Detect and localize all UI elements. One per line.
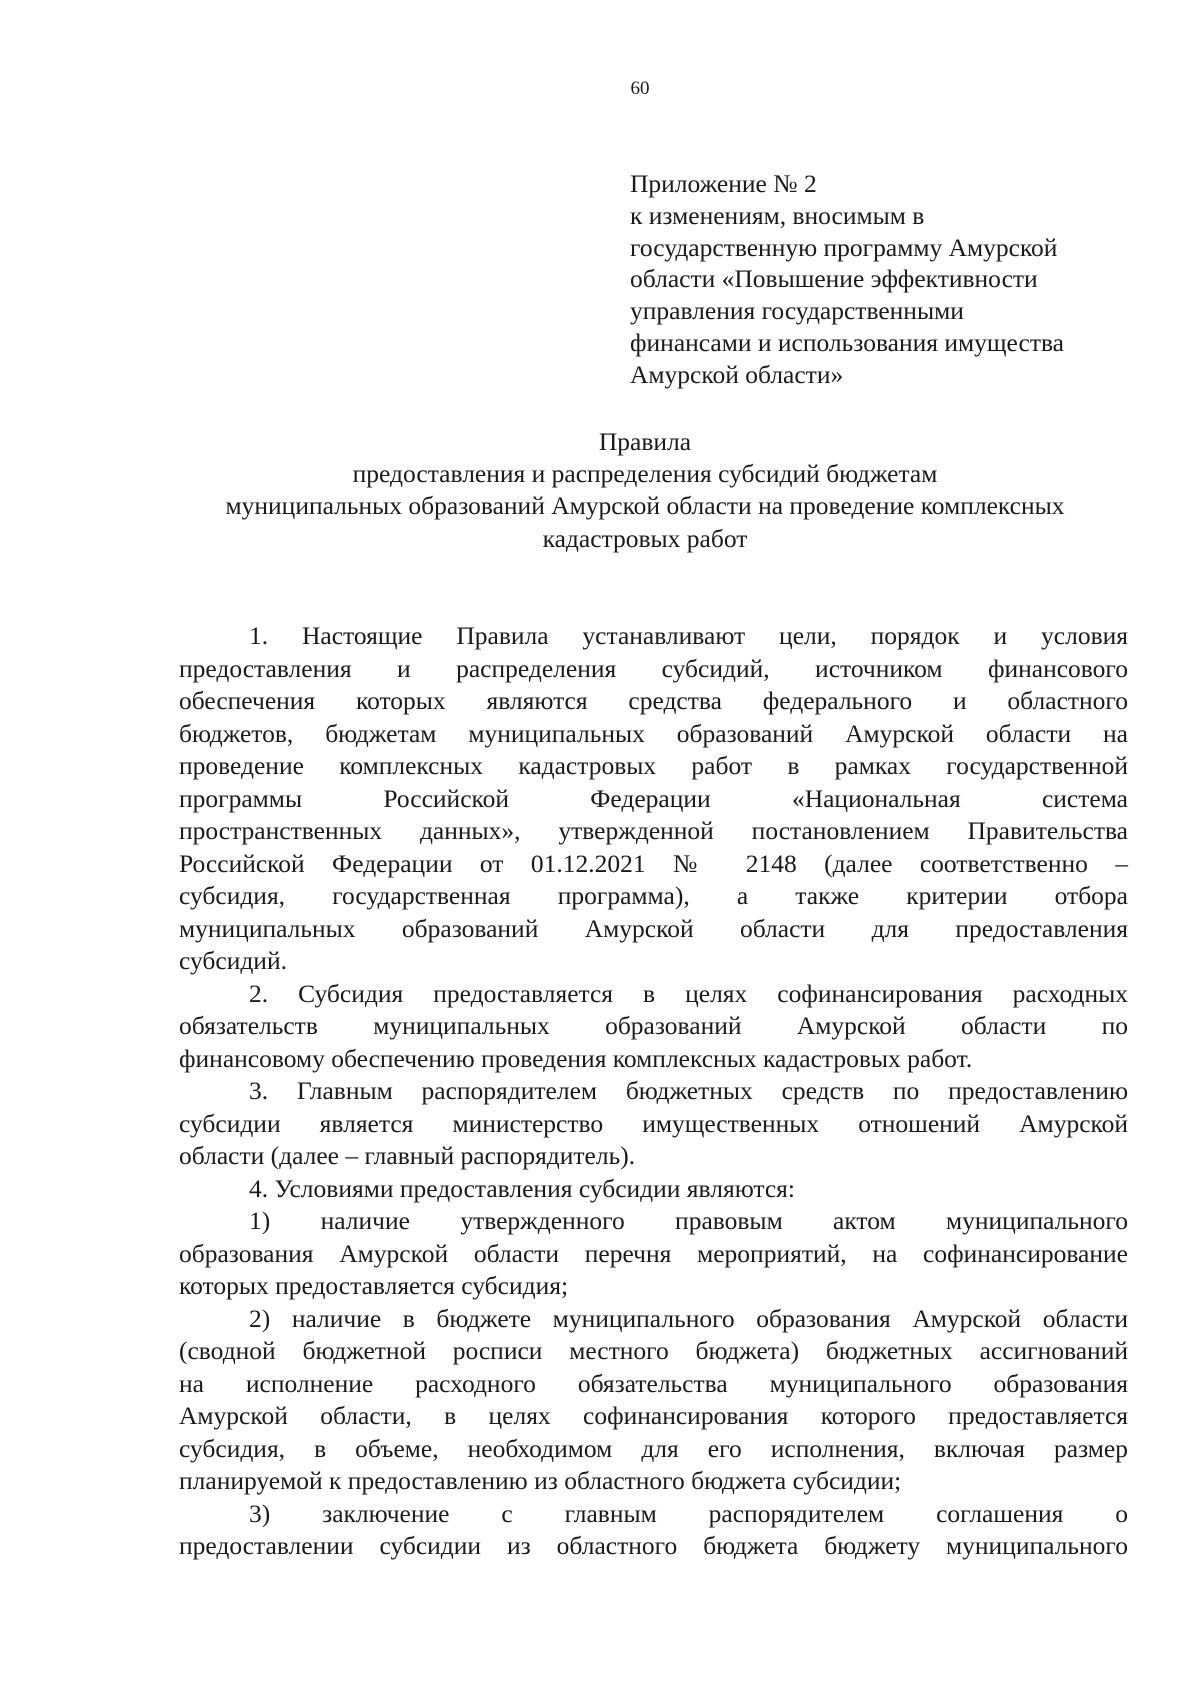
body-line: которых предоставляется субсидия; <box>179 1271 569 1300</box>
title-heading: Правила <box>598 427 692 456</box>
body-line: на исполнение расходного обязательства муниципального образования <box>179 1368 1128 1398</box>
body-line: 4. Условиями предоставления субсидии являются: <box>249 1173 795 1203</box>
document-body <box>179 620 1128 1563</box>
appendix-line: государственную программу Амурской <box>630 232 1058 262</box>
body-line: 2) наличие в бюджете муниципального образования Амурской области <box>249 1303 1128 1333</box>
appendix-header <box>630 168 1150 391</box>
page-number: 60 <box>630 78 650 99</box>
body-line: субсидия, государственная программа), а также критерии отбора <box>179 881 1128 910</box>
body-line: проведение комплексных кадастровых работ в рамках государственной <box>179 751 1128 780</box>
body-line: обязательств муниципальных образований Амурской области по <box>179 1011 1128 1040</box>
body-line: 2. Субсидия предоставляется в целях софинансирования расходных <box>249 978 1128 1008</box>
body-line: планируемой к предоставлению из областного бюджета субсидии; <box>179 1466 902 1495</box>
body-line: 3) заключение с главным распорядителем соглашения о <box>249 1498 1128 1528</box>
body-line: области (далее – главный распорядитель). <box>179 1141 636 1170</box>
body-line: предоставлении субсидии из областного бюджета бюджету муниципального <box>179 1531 1128 1560</box>
body-line: 1) наличие утвержденного правовым актом муниципального <box>249 1206 1128 1235</box>
body-line: субсидий. <box>179 946 287 975</box>
body-line: 1. Настоящие Правила устанавливают цели, порядок и условия <box>249 621 1128 650</box>
appendix-line: Приложение № 2 <box>630 169 817 198</box>
body-line: предоставления и распределения субсидий, источником финансового <box>179 653 1128 683</box>
body-line: обеспечения которых являются средства федерального и областного <box>179 686 1128 715</box>
body-line: (сводной бюджетной росписи местного бюджета) бюджетных ассигнований <box>179 1336 1128 1365</box>
title-line: кадастровых работ <box>542 523 748 553</box>
body-line: пространственных данных», утвержденной постановлением Правительства <box>179 816 1128 845</box>
title-line: муниципальных образований Амурской области на проведение комплексных <box>225 491 1065 521</box>
body-line: программы Российской Федерации «Национальная система <box>179 783 1128 813</box>
appendix-line: финансами и использования имущества <box>630 327 1064 357</box>
title-line: предоставления и распределения субсидий бюджетам <box>352 459 938 489</box>
body-line: Амурской области, в целях софинансирования которого предоставляется <box>179 1401 1128 1430</box>
body-line: образования Амурской области перечня мероприятий, на софинансирование <box>179 1238 1128 1268</box>
body-line: Российской Федерации от 01.12.2021 № 2148 (далее соответственно – <box>179 848 1128 878</box>
appendix-line: к изменениям, вносимым в <box>630 200 925 230</box>
body-line: 3. Главным распорядителем бюджетных средств по предоставлению <box>249 1076 1128 1105</box>
body-line: финансовому обеспечению проведения комплексных кадастровых работ. <box>179 1043 973 1073</box>
body-line: субсидии является министерство имущественных отношений Амурской <box>179 1108 1128 1138</box>
appendix-line: Амурской области» <box>630 359 844 389</box>
body-line: бюджетов, бюджетам муниципальных образований Амурской области на <box>179 718 1128 748</box>
appendix-line: управления государственными <box>630 296 964 326</box>
body-line: субсидия, в объеме, необходимом для его исполнения, включая размер <box>179 1433 1128 1463</box>
body-line: муниципальных образований Амурской области для предоставления <box>179 913 1128 943</box>
document-title <box>100 426 1190 555</box>
appendix-line: области «Повышение эффективности <box>630 264 1038 294</box>
